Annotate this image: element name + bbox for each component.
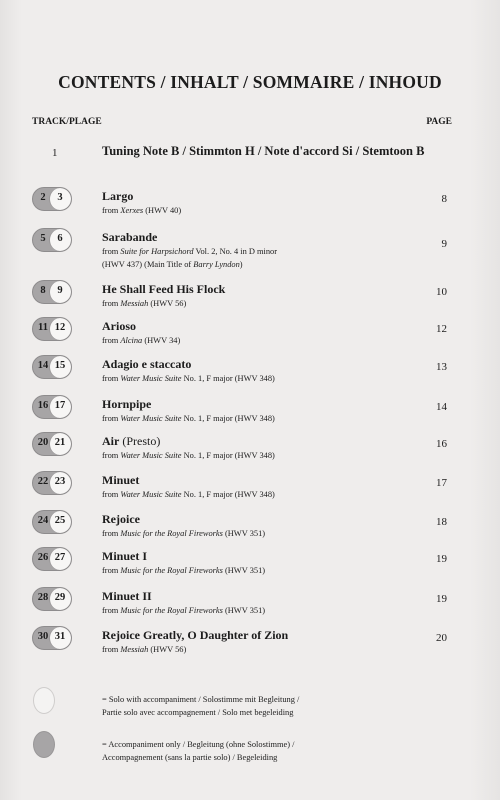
- entry-source-line: [102, 605, 432, 618]
- source-suffix: No. 1, F major (HWV 348): [181, 490, 275, 499]
- source-work: Water Music Suite: [120, 451, 182, 460]
- source-prefix: from: [102, 606, 121, 615]
- entry-source: [102, 605, 432, 618]
- entry-title-text: Adagio e staccato: [102, 357, 192, 371]
- entry-source-line: [102, 644, 432, 657]
- entry-title-text: Largo: [102, 189, 134, 203]
- entry-source-line: [102, 528, 432, 541]
- track-pair-badge: [32, 510, 72, 534]
- track-column-header: TRACK/PLAGE: [32, 117, 102, 127]
- solo-track-icon: [33, 687, 55, 714]
- entry-page-number: 14: [436, 401, 447, 413]
- source-work: Music for the Royal Fireworks: [120, 529, 223, 538]
- entry-page-number: 17: [436, 477, 447, 489]
- source-work: Alcina: [120, 336, 143, 345]
- entry-source-line: [102, 373, 432, 386]
- entry-title-text: Minuet II: [102, 589, 152, 603]
- entry-source: [102, 246, 432, 271]
- entry-title-text: Sarabande: [102, 230, 158, 244]
- contents-entry: [0, 355, 500, 395]
- entry-page-number: 12: [436, 323, 447, 335]
- accompaniment-track-number: 31: [54, 631, 66, 642]
- contents-entry: [0, 547, 500, 587]
- contents-entry: [0, 626, 500, 666]
- source-suffix: No. 1, F major (HWV 348): [181, 451, 275, 460]
- entry-title: [102, 589, 152, 604]
- entry-source-line: [102, 413, 432, 426]
- entry-source: [102, 528, 432, 541]
- track-pair-badge: [32, 395, 72, 419]
- legend-solo-text: [102, 694, 402, 719]
- source-prefix: from: [102, 451, 121, 460]
- entry-source: [102, 644, 432, 657]
- solo-track-number: 8: [40, 285, 46, 296]
- entry-page-number: 10: [436, 286, 447, 298]
- entry-title-text: Arioso: [102, 319, 136, 333]
- entry-source: [102, 335, 432, 348]
- source-prefix: from: [102, 206, 121, 215]
- entry-title: [102, 628, 288, 643]
- track-pair-badge: [32, 626, 72, 650]
- entry-page-number: 20: [436, 632, 447, 644]
- solo-track-number: 16: [37, 400, 49, 411]
- entry-title: [102, 434, 160, 449]
- track-pair-badge: [32, 587, 72, 611]
- solo-track-number: 26: [37, 552, 49, 563]
- entry-page-number: 9: [441, 238, 447, 250]
- accompaniment-track-number: 23: [54, 476, 66, 487]
- solo-track-number: 20: [37, 437, 49, 448]
- track-pair-badge: [32, 228, 72, 252]
- accompaniment-track-number: 27: [54, 552, 66, 563]
- accompaniment-track-number: 15: [54, 360, 66, 371]
- accompaniment-track-number: 12: [54, 322, 66, 333]
- source-suffix: No. 1, F major (HWV 348): [181, 414, 275, 423]
- accompaniment-track-number: 9: [57, 285, 63, 296]
- source-suffix: (HWV 34): [142, 336, 181, 345]
- solo-track-number: 24: [37, 515, 49, 526]
- track-pair-badge: [32, 187, 72, 211]
- entry-source: [102, 373, 432, 386]
- entry-title: [102, 282, 225, 297]
- solo-track-number: 28: [37, 592, 49, 603]
- source-prefix: (HWV 437) (Main Title of: [102, 259, 194, 269]
- source-work: Messiah: [120, 299, 149, 308]
- solo-track-number: 11: [38, 322, 48, 333]
- accompaniment-track-number: 3: [57, 192, 63, 203]
- entry-source: [102, 298, 432, 311]
- track-pair-badge: [32, 547, 72, 571]
- entry-page-number: 19: [436, 553, 447, 565]
- track-pair-badge: [32, 432, 72, 456]
- track-pair-badge: [32, 471, 72, 495]
- contents-entry: [0, 228, 500, 268]
- entry-title: [102, 357, 191, 372]
- source-work: Water Music Suite: [120, 490, 182, 499]
- source-prefix: from: [102, 566, 121, 575]
- solo-track-number: 5: [40, 233, 46, 244]
- accompaniment-track-number: 29: [54, 592, 66, 603]
- legend-solo-line2: Partie solo avec accompagnement / Solo met begeleiding: [102, 707, 294, 717]
- entry-title: [102, 473, 139, 488]
- accompaniment-track-number: 17: [54, 400, 66, 411]
- source-prefix: from: [102, 414, 121, 423]
- entry-title: [102, 397, 151, 412]
- source-prefix: from: [102, 247, 121, 256]
- entry-source: [102, 489, 432, 502]
- legend-accompaniment-text: [102, 739, 402, 764]
- source-work: Water Music Suite: [120, 374, 182, 383]
- entry-title-text: Air: [102, 434, 120, 448]
- accompaniment-track-number: 21: [54, 437, 66, 448]
- entry-source: [102, 413, 432, 426]
- entry-source-line: [102, 489, 432, 502]
- entry-title: [102, 230, 157, 245]
- source-prefix: from: [102, 299, 121, 308]
- solo-track-number: 14: [37, 360, 49, 371]
- source-suffix: (HWV 351): [222, 606, 266, 615]
- solo-track-number: 2: [40, 192, 46, 203]
- source-suffix: No. 1, F major (HWV 348): [181, 374, 275, 383]
- accompaniment-track-number: 6: [57, 233, 63, 244]
- entry-page-number: 8: [441, 193, 447, 205]
- source-work: Xerxes: [120, 206, 144, 215]
- entry-title-text: Hornpipe: [102, 397, 152, 411]
- track-pair-badge: [32, 355, 72, 379]
- entry-source-line: [102, 298, 432, 311]
- entry-title: [102, 189, 133, 204]
- entry-source-line-2: [102, 259, 432, 272]
- entry-source-line: [102, 565, 432, 578]
- legend-acc-line2: Accompagnement (sans la partie solo) / Begeleiding: [102, 752, 278, 762]
- tuning-track-number: 1: [52, 147, 58, 159]
- source-work: Messiah: [120, 645, 149, 654]
- entry-title-text: Rejoice Greatly, O Daughter of Zion: [102, 628, 289, 642]
- legend-acc-line1: = Accompaniment only / Begleitung (ohne Solostimme) /: [102, 740, 295, 749]
- solo-track-number: 30: [37, 631, 49, 642]
- entry-title: [102, 512, 140, 527]
- accompaniment-track-number: 25: [54, 515, 66, 526]
- source-work: Water Music Suite: [120, 414, 182, 423]
- entry-source-line: [102, 246, 432, 259]
- entry-page-number: 13: [436, 361, 447, 373]
- contents-entry: [0, 510, 500, 550]
- entry-title: [102, 319, 136, 334]
- contents-entry: [0, 471, 500, 511]
- entry-title-extra: (Presto): [119, 434, 161, 448]
- track-pair-badge: [32, 317, 72, 341]
- entry-title-text: Rejoice: [102, 512, 140, 526]
- source-suffix: (HWV 351): [222, 566, 266, 575]
- track-pair-badge: [32, 280, 72, 304]
- source-prefix: from: [102, 645, 121, 654]
- source-suffix: (HWV 351): [222, 529, 266, 538]
- source-suffix: Vol. 2, No. 4 in D minor: [193, 247, 278, 256]
- entry-source: [102, 450, 432, 463]
- source-suffix: ): [239, 259, 243, 269]
- entry-title-text: He Shall Feed His Flock: [102, 282, 226, 296]
- tuning-title: Tuning Note B / Stimmton H / Note d'accord Si / Stemtoon B: [102, 144, 425, 158]
- page-title: CONTENTS / INHALT / SOMMAIRE / INHOUD: [58, 72, 442, 92]
- entry-source-line: [102, 450, 432, 463]
- entry-page-number: 16: [436, 438, 447, 450]
- contents-entry: [0, 432, 500, 472]
- contents-entry: [0, 317, 500, 357]
- entry-page-number: 18: [436, 516, 447, 528]
- legend-solo-line1: = Solo with accompaniment / Solostimme mit Begleitung /: [102, 695, 300, 704]
- source-prefix: from: [102, 529, 121, 538]
- solo-track-number: 22: [37, 476, 49, 487]
- page-column-header: PAGE: [426, 117, 452, 127]
- source-suffix: (HWV 56): [148, 299, 187, 308]
- source-work: Music for the Royal Fireworks: [120, 566, 223, 575]
- contents-entry: [0, 587, 500, 627]
- source-prefix: from: [102, 374, 121, 383]
- source-work: Suite for Harpsichord: [120, 247, 194, 256]
- entry-title: [102, 549, 147, 564]
- entry-source-line: [102, 335, 432, 348]
- source-suffix: (HWV 56): [148, 645, 187, 654]
- source-work: Barry Lyndon: [193, 259, 240, 269]
- source-prefix: from: [102, 490, 121, 499]
- contents-entry: [0, 187, 500, 227]
- entry-source-line: [102, 205, 432, 218]
- accompaniment-track-icon: [33, 731, 55, 758]
- source-suffix: (HWV 40): [143, 206, 182, 215]
- entry-source: [102, 565, 432, 578]
- contents-entry: [0, 280, 500, 320]
- entry-source: [102, 205, 432, 218]
- entry-page-number: 19: [436, 593, 447, 605]
- entry-title-text: Minuet I: [102, 549, 147, 563]
- contents-entry: [0, 395, 500, 435]
- entry-title-text: Minuet: [102, 473, 140, 487]
- source-work: Music for the Royal Fireworks: [120, 606, 223, 615]
- source-prefix: from: [102, 336, 121, 345]
